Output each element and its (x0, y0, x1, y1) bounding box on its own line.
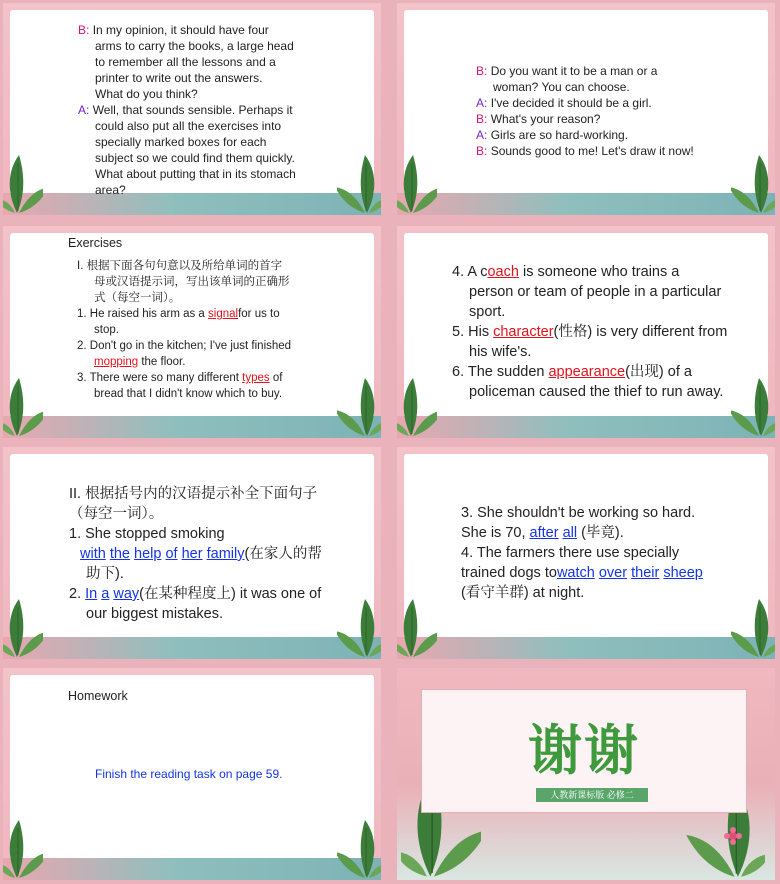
dialogue-line: A: Girls are so hard-working. (476, 128, 629, 142)
question-line: 助下). (86, 566, 124, 582)
question-1: 1. He raised his arm as a signalfor us to (77, 308, 280, 320)
slide-1[interactable] (3, 3, 381, 215)
dialogue (78, 22, 368, 198)
question-line: She is 70, after all (毕竟). (461, 525, 624, 541)
slide-4[interactable] (397, 226, 775, 438)
dialogue (476, 63, 766, 159)
leaf-left-icon (397, 376, 437, 438)
homework-heading: Homework (68, 689, 128, 703)
answer-word: with (80, 546, 106, 562)
answer-word: way (113, 586, 140, 602)
dialogue-line: woman? You can choose. (493, 80, 630, 94)
question-line: our biggest mistakes. (86, 606, 224, 622)
answer-word: sheep (663, 565, 703, 581)
leaf-left-icon (3, 153, 43, 215)
answer-word: her (181, 546, 203, 562)
instruction-line: 式（每空一词）。 (94, 292, 181, 304)
answer-word: help (134, 546, 162, 562)
instruction-line: 母或汉语提示词，写出该单词的正确形 (94, 276, 290, 288)
leaf-left-icon (3, 376, 43, 438)
answer-coach: oach (487, 264, 519, 280)
answer-word: In (85, 586, 98, 602)
leaf-left-icon (3, 818, 43, 880)
exercise-content (452, 262, 767, 402)
question-5: 5. His character(性格) is very different from (452, 324, 728, 340)
dialogue-line: to remember all the lessons and a (95, 55, 276, 69)
dialogue-line: specially marked boxes for each (95, 135, 267, 149)
flower-icon (723, 826, 743, 846)
answer-types: types (242, 372, 270, 384)
dialogue-line: printer to write out the answers. (95, 71, 263, 85)
slide-3[interactable] (3, 226, 381, 438)
answer-signal: signal (208, 308, 239, 320)
question-2: 2. Don't go in the kitchen; I've just finished (77, 340, 292, 352)
slide-footer-wave (397, 637, 775, 659)
answer-mopping: mopping (94, 356, 139, 368)
exercise-content (69, 484, 379, 624)
dialogue-line: subject so we could find them quickly. (95, 151, 295, 165)
slide-2[interactable] (397, 3, 775, 215)
leaf-left-icon (3, 597, 43, 659)
dialogue-line: B: Sounds good to me! Let's draw it now! (476, 144, 694, 158)
exercises-heading: Exercises (68, 236, 123, 250)
instruction-line: （每空一词）。 (69, 506, 164, 522)
question-line: (看守羊群) at night. (461, 585, 585, 601)
question-line: bread that I didn't know which to buy. (94, 388, 283, 400)
slide-footer-wave (397, 416, 775, 438)
thanks-title: 谢谢 (528, 719, 640, 782)
slide-6[interactable] (397, 447, 775, 659)
dialogue-line: B: What's your reason? (476, 112, 601, 126)
question-6: 6. The sudden appearance(出现) of a (452, 364, 692, 380)
answer-word: their (631, 565, 660, 581)
leaf-right-icon (337, 818, 381, 880)
question-3: 3. She shouldn't be working so hard. (461, 505, 696, 521)
slide-5[interactable] (3, 447, 381, 659)
question-1: 1. She stopped smoking (69, 526, 225, 542)
slide-footer-wave (3, 637, 381, 659)
dialogue-line: could also put all the exercises into (95, 119, 282, 133)
answer-word: of (165, 546, 178, 562)
leaf-right-icon (731, 597, 775, 659)
slide-7[interactable] (3, 668, 381, 880)
leaf-left-icon (397, 153, 437, 215)
homework-task: Finish the reading task on page 59. (95, 767, 283, 781)
question-4: 4. A coach is someone who trains a (452, 264, 680, 280)
answer-word: all (562, 525, 578, 541)
dialogue-line: What do you think? (95, 87, 198, 101)
slide-footer-wave (3, 416, 381, 438)
answer-word: family (206, 546, 245, 562)
question-line: trained dogs towatch over their sheep (461, 565, 703, 581)
answer-appearance: appearance (548, 364, 626, 380)
answer-word: over (598, 565, 628, 581)
dialogue-line: What about putting that in its stomach (95, 167, 296, 181)
question-line: stop. (94, 324, 119, 336)
dialogue-line: A: I've decided it should be a girl. (476, 96, 652, 110)
question-line: sport. (469, 304, 506, 320)
dialogue-line: area? (95, 183, 126, 197)
dialogue-line: B: In my opinion, it should have four (78, 23, 269, 37)
question-2: 2. In a way(在某种程度上) it was one of (69, 586, 322, 602)
answer-word: after (529, 525, 559, 541)
dialogue-line: A: Well, that sounds sensible. Perhaps it (78, 103, 293, 117)
exercise-content (77, 258, 377, 402)
slide-footer-wave (397, 193, 775, 215)
edition-badge: 人教新课标版 必修二 (536, 788, 648, 802)
dialogue-line: B: Do you want it to be a man or a (476, 64, 658, 78)
question-3: 3. There were so many different types of (77, 372, 283, 384)
answer-line: with the help of her family(在家人的帮 (80, 546, 322, 562)
answer-word: a (101, 586, 110, 602)
instruction-line: I. 根据下面各句句意以及所给单词的首字 (77, 260, 283, 272)
answer-word: the (109, 546, 130, 562)
answer-character: character (493, 324, 554, 340)
question-line: mopping the floor. (94, 356, 186, 368)
exercise-content (461, 503, 766, 603)
leaf-left-icon (397, 597, 437, 659)
leaf-right-icon (731, 153, 775, 215)
question-4: 4. The farmers there use specially (461, 545, 680, 561)
question-line: policeman caused the thief to run away. (469, 384, 724, 400)
answer-word: watch (556, 565, 595, 581)
question-line: his wife's. (469, 344, 532, 360)
question-line: person or team of people in a particular (469, 284, 722, 300)
instruction-line: II. 根据括号内的汉语提示补全下面句子 (69, 486, 318, 502)
slide-footer-wave (3, 858, 381, 880)
dialogue-line: arms to carry the books, a large head (95, 39, 294, 53)
